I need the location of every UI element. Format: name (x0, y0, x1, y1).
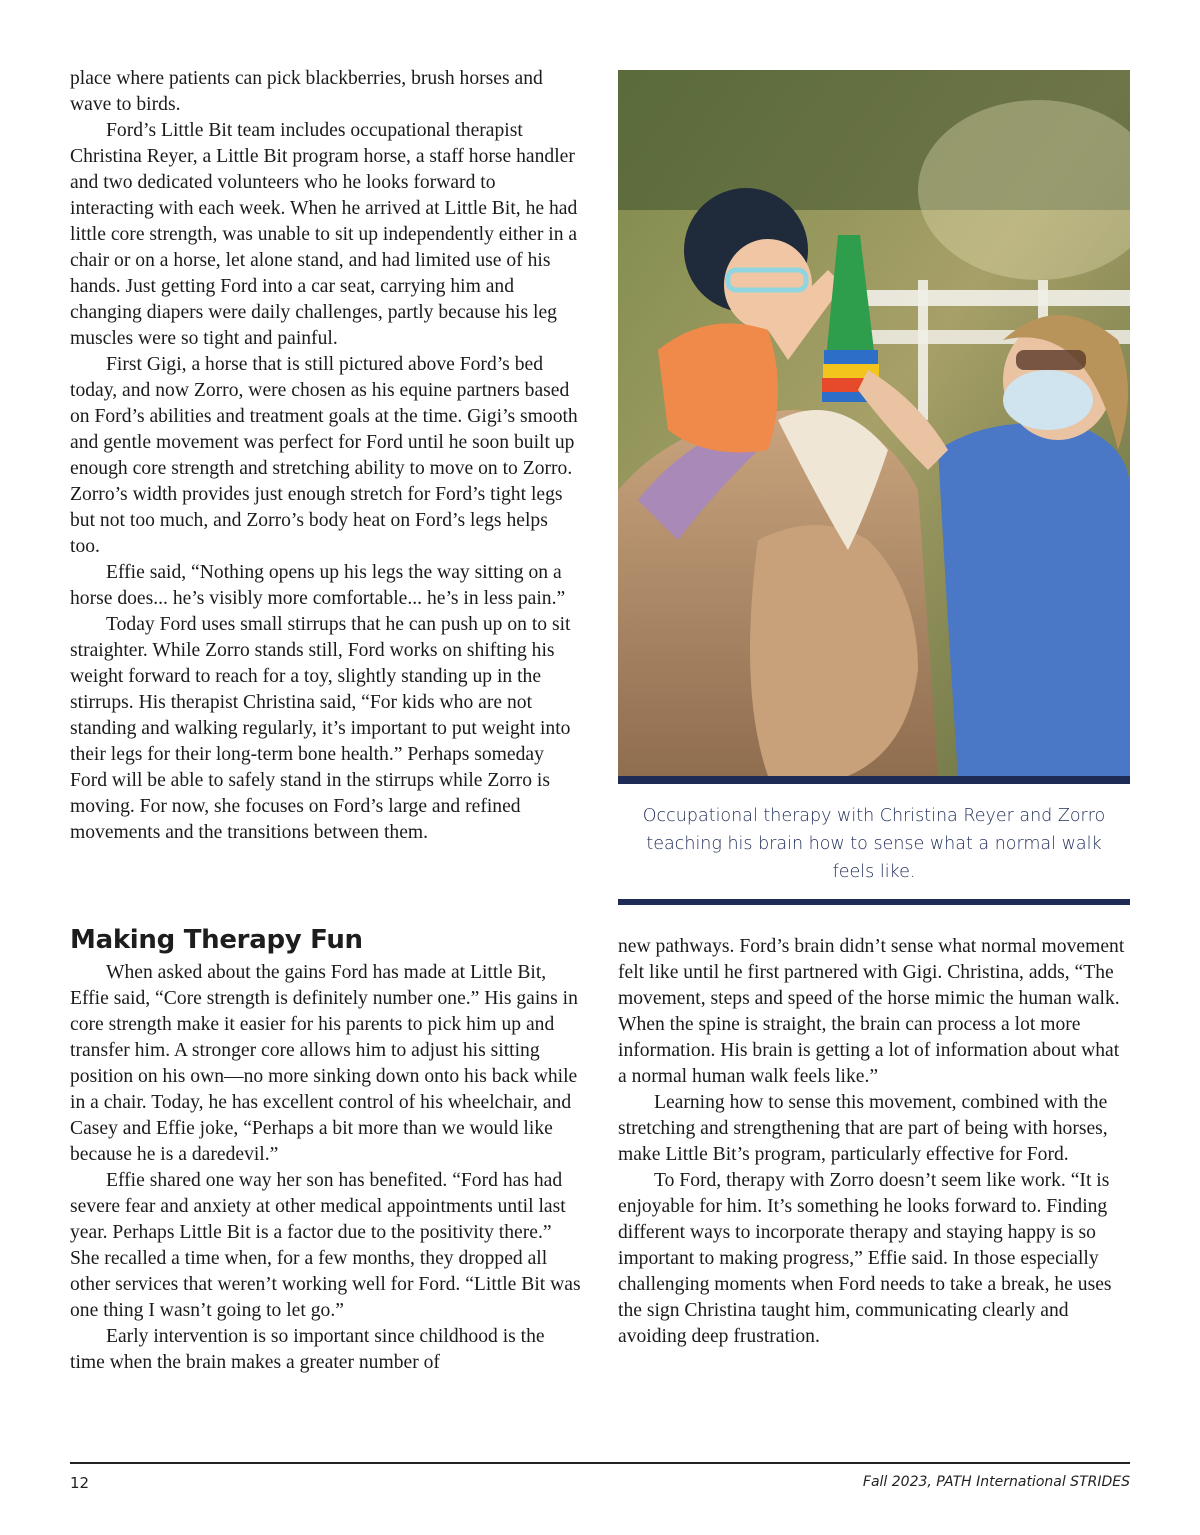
paragraph: Ford’s Little Bit team includes occupational therapist Christina Reyer, a Little Bit program horse, a staff horse handler and two dedicated volunteers who he looks forward to interacting with each week. When he arrived at Little Bit, he had little core strength, was unable to sit up independently either in a chair or on a horse, let alone stand, and had limited use of his hands. Just getting Ford into a car seat, carrying him and changing diapers were daily challenges, partly because his leg muscles were so tight and painful. (70, 120, 578, 349)
therapy-photo (618, 70, 1130, 776)
paragraph: Learning how to sense this movement, combined with the stretching and strengthening that are part of being with horses, make Little Bit’s program, particularly effective for Ford. (618, 1092, 1108, 1165)
paragraph: new pathways. Ford’s brain didn’t sense what normal movement felt like until he first partnered with Gigi. Christina, adds, “The movement, steps and speed of the horse mimic the human walk. When the spine is straight, the brain can process a lot more information. His brain is getting a lot of information about what a normal human walk feels like.” (618, 936, 1125, 1087)
paragraph: place where patients can pick blackberries, brush horses and wave to birds. (70, 68, 543, 115)
page-number: 12 (70, 1474, 90, 1492)
footer-divider (70, 1462, 1130, 1464)
article-column-right-bottom (618, 934, 1130, 1350)
paragraph: To Ford, therapy with Zorro doesn’t seem like work. “It is enjoyable for him. It’s something he looks forward to. Finding different ways to incorporate therapy and staying happy is so important to making progress,” Effie said. In those especially challenging moments when Ford needs to take a break, he uses the sign Christina taught him, communicating clearly and avoiding deep frustration. (618, 1170, 1112, 1347)
photo-border-bar (618, 776, 1130, 784)
paragraph: Effie shared one way her son has benefited. “Ford has had severe fear and anxiety at other medical appointments until last year. Perhaps Little Bit is a factor due to the positivity there.” She recalled a time when, for a few months, they dropped all other services that weren’t working well for Ford. “Little Bit was one thing I wasn’t going to let go.” (70, 1170, 581, 1321)
caption-divider (618, 899, 1130, 905)
paragraph: Early intervention is so important since childhood is the time when the brain makes a greater number of (70, 1326, 545, 1373)
paragraph: When asked about the gains Ford has made at Little Bit, Effie said, “Core strength is definitely number one.” His gains in core strength make it easier for his parents to pick him up and transfer him. A stronger core allows him to adjust his sitting position on his own—no more sinking down onto his back while in a chair. Today, he has excellent control of his wheelchair, and Casey and Effie joke, “Perhaps a bit more than we would like because he is a daredevil.” (70, 962, 578, 1165)
paragraph: Effie said, “Nothing opens up his legs the way sitting on a horse does... he’s visibly more comfortable... he’s in less pain.” (70, 562, 566, 609)
article-column-left-bottom (70, 960, 582, 1376)
paragraph: Today Ford uses small stirrups that he can push up on to sit straighter. While Zorro stands still, Ford works on shifting his weight forward to reach for a toy, slightly standing up in the stirrups. His therapist Christina said, “For kids who are not standing and walking regularly, it’s important to put weight into their legs for their long-term bone health.” Perhaps someday Ford will be able to safely stand in the stirrups while Zorro is moving. For now, she focuses on Ford’s large and refined movements and the transitions between them. (70, 614, 571, 843)
publication-title: Fall 2023, PATH International STRIDES (862, 1474, 1130, 1490)
article-column-left-top (70, 66, 582, 846)
photo-caption: Occupational therapy with Christina Reyer and Zorro teaching his brain how to sense what a normal walk feels like. (642, 806, 1106, 882)
paragraph: First Gigi, a horse that is still pictured above Ford’s bed today, and now Zorro, were chosen as his equine partners based on Ford’s abilities and treatment goals at the time. Gigi’s smooth and gentle movement was perfect for Ford until he soon built up enough core strength and stretching ability to move on to Zorro. Zorro’s width provides just enough stretch for Ford’s tight legs but not too much, and Zorro’s body heat on Ford’s legs helps too. (70, 354, 578, 557)
section-heading: Making Therapy Fun (70, 925, 363, 955)
